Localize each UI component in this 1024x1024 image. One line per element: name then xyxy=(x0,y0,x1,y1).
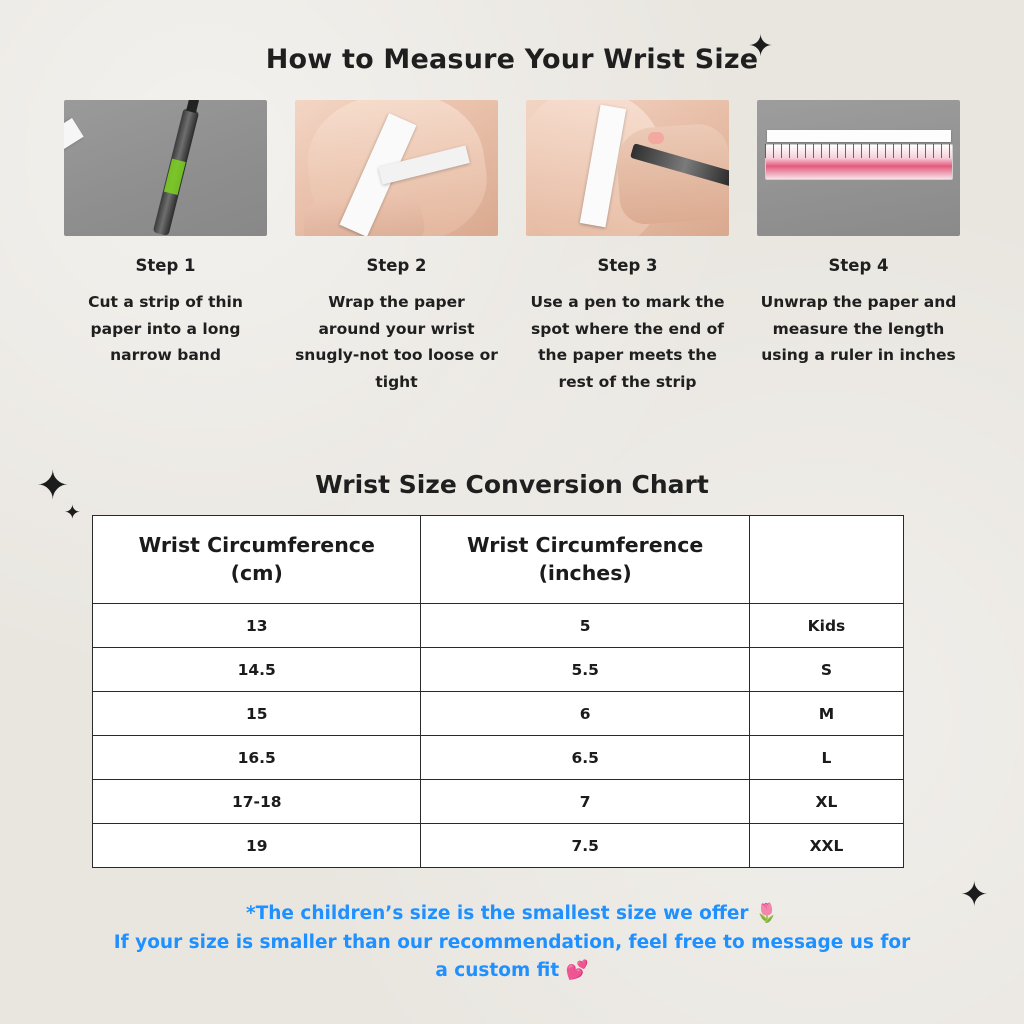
cell-cm: 19 xyxy=(93,824,421,868)
sparkle-icon: ✦ xyxy=(36,463,70,509)
steps-row xyxy=(0,100,1024,396)
footnote-line-1: *The children’s size is the smallest size we offer 🌷 xyxy=(245,903,779,924)
table-header-row xyxy=(93,516,904,604)
column-header-cm-line2: (cm) xyxy=(230,560,283,585)
cell-cm: 15 xyxy=(93,692,421,736)
step-label: Step 3 xyxy=(597,256,658,275)
cell-inches: 5 xyxy=(421,604,749,648)
cell-size: XL xyxy=(749,780,903,824)
conversion-chart-title: Wrist Size Conversion Chart xyxy=(315,470,709,499)
step-label: Step 4 xyxy=(828,256,889,275)
cell-size: XXL xyxy=(749,824,903,868)
table-row xyxy=(93,736,904,780)
sparkle-icon: ✦ xyxy=(960,875,989,915)
paper-strip-and-pen-photo xyxy=(64,100,267,236)
cell-inches: 6.5 xyxy=(421,736,749,780)
step-item xyxy=(526,100,729,396)
sparkle-small-icon: ✦ xyxy=(64,500,81,524)
cell-size: S xyxy=(749,648,903,692)
cell-cm: 16.5 xyxy=(93,736,421,780)
column-header-inches xyxy=(421,516,749,604)
marking-paper-with-pen-photo xyxy=(526,100,729,236)
cell-size: Kids xyxy=(749,604,903,648)
table-row xyxy=(93,780,904,824)
page-title: How to Measure Your Wrist Size xyxy=(265,44,759,75)
cell-inches: 7 xyxy=(421,780,749,824)
footnote-line-3: a custom fit 💕 xyxy=(435,960,589,982)
step-label: Step 2 xyxy=(366,256,427,275)
step-item xyxy=(64,100,267,396)
cell-size: M xyxy=(749,692,903,736)
step-label: Step 1 xyxy=(135,256,196,275)
column-header-inches-line2: (inches) xyxy=(538,560,632,585)
paper-wrapped-around-wrist-photo xyxy=(295,100,498,236)
step-description: Use a pen to mark the spot where the end of the paper meets the rest of the strip xyxy=(530,293,725,391)
step-description: Unwrap the paper and measure the length using a ruler in inches xyxy=(760,293,957,365)
step-item xyxy=(757,100,960,396)
cell-inches: 5.5 xyxy=(421,648,749,692)
column-header-inches-line1: Wrist Circumference xyxy=(467,533,704,557)
cell-inches: 6 xyxy=(421,692,749,736)
cell-size: L xyxy=(749,736,903,780)
table-row xyxy=(93,604,904,648)
step-description: Cut a strip of thin paper into a long narrow band xyxy=(88,293,243,365)
table-row xyxy=(93,692,904,736)
measuring-paper-with-ruler-photo xyxy=(757,100,960,236)
table-row xyxy=(93,824,904,868)
step-item xyxy=(295,100,498,396)
column-header-cm xyxy=(93,516,421,604)
cell-cm: 17-18 xyxy=(93,780,421,824)
cell-cm: 14.5 xyxy=(93,648,421,692)
sparkle-icon: ✦ xyxy=(748,29,774,64)
footnote-line-2: If your size is smaller than our recommendation, feel free to message us for xyxy=(113,931,911,953)
wrist-size-table-wrapper xyxy=(92,515,904,868)
wrist-size-conversion-table xyxy=(92,515,904,868)
step-description: Wrap the paper around your wrist snugly-not too loose or tight xyxy=(295,293,498,391)
cell-cm: 13 xyxy=(93,604,421,648)
footnote xyxy=(0,900,1024,986)
column-header-cm-line1: Wrist Circumference xyxy=(138,533,375,557)
table-row xyxy=(93,648,904,692)
column-header-size xyxy=(749,516,903,604)
cell-inches: 7.5 xyxy=(421,824,749,868)
